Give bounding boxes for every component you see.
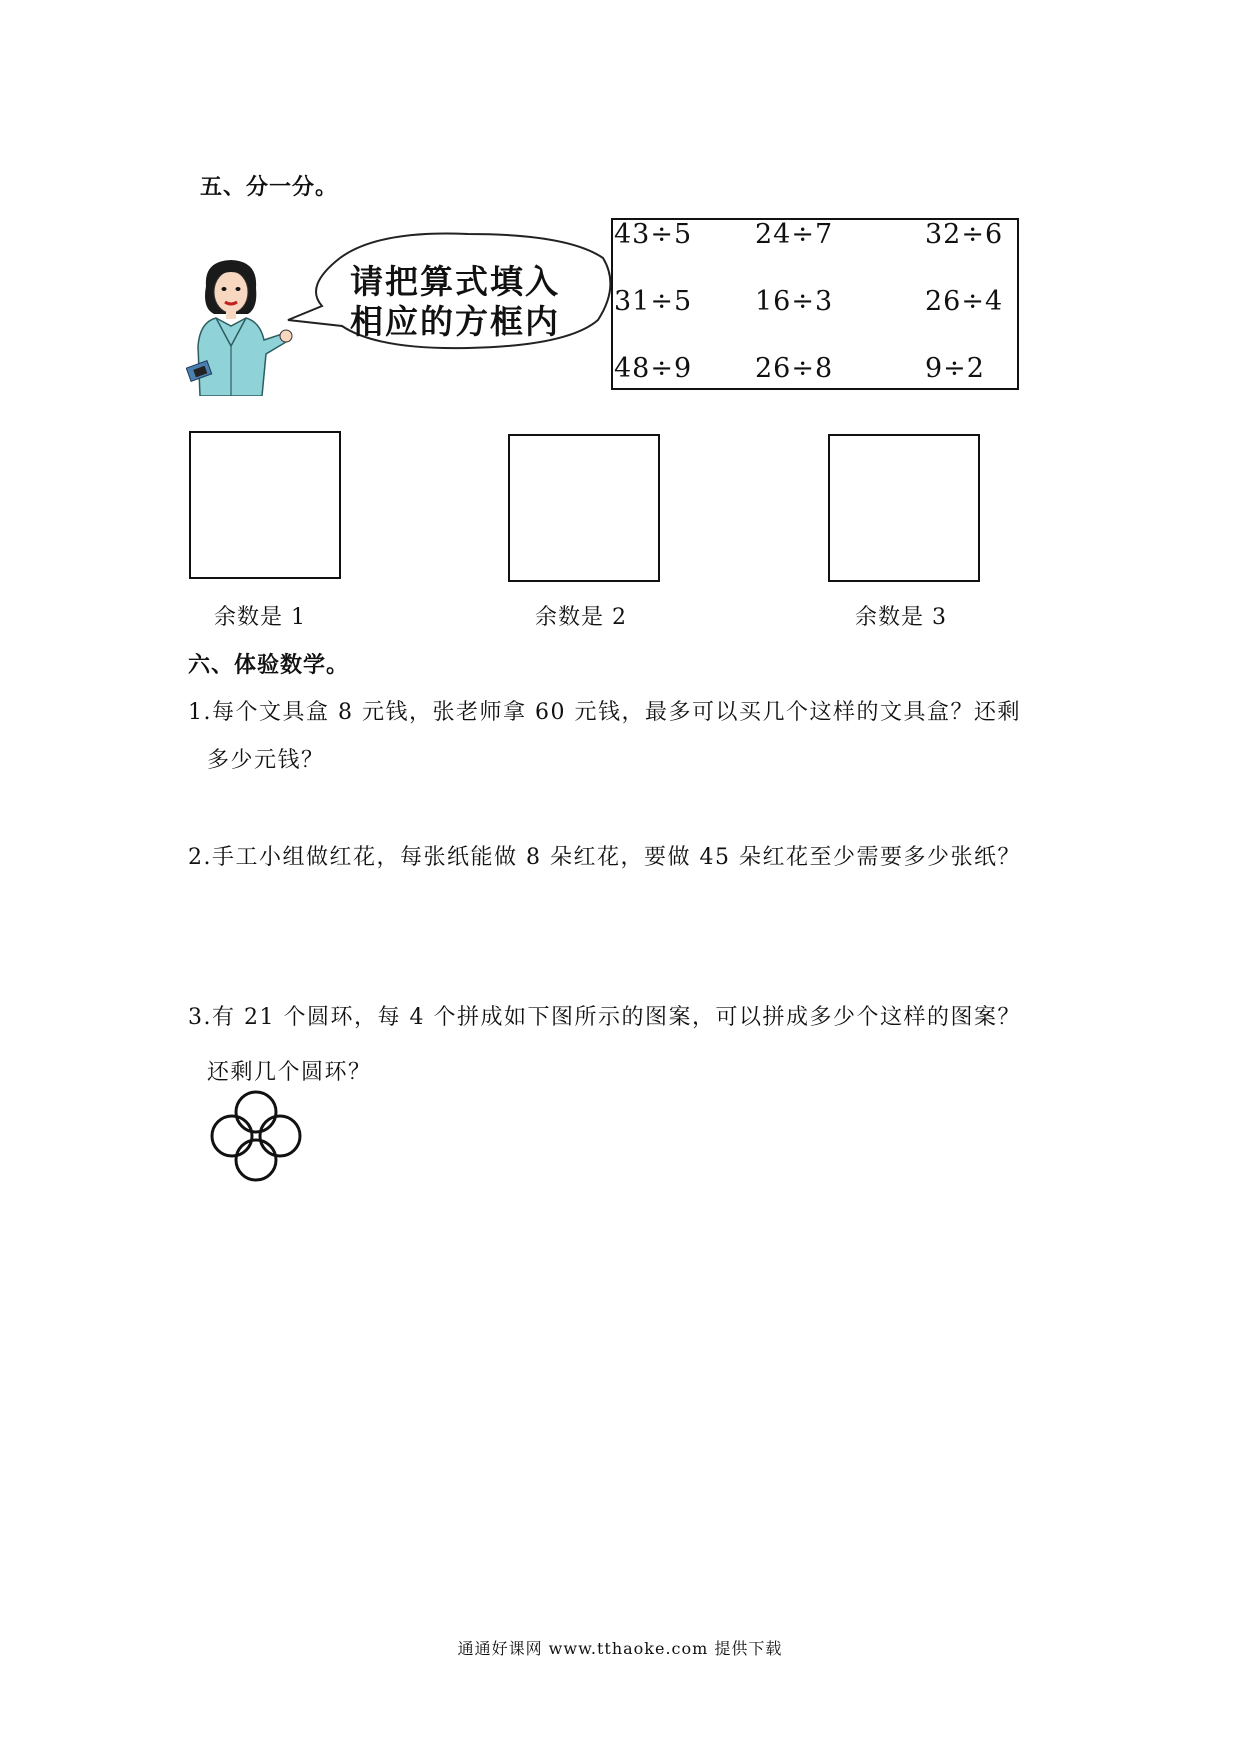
expression: 24÷7 [755,219,834,250]
ring-right [260,1116,300,1156]
section-6-heading: 六、体验数学。 [188,652,350,678]
rings-pattern-figure [210,1090,302,1182]
answer-box-remainder-2[interactable] [508,434,660,582]
section-5-heading: 五、分一分。 [200,174,339,200]
answer-box-remainder-1[interactable] [189,431,341,579]
answer-box-caption: 余数是 3 [855,605,947,630]
expression: 16÷3 [755,286,834,317]
answer-box-caption: 余数是 1 [214,605,306,630]
bubble-line-1: 请把算式填入 [350,262,560,301]
expression: 43÷5 [614,219,693,250]
problem-1-line-2: 多少元钱？ [207,748,325,773]
problem-2-line-1: 2.手工小组做红花，每张纸能做 8 朵红花，要做 45 朵红花至少需要多少张纸？ [188,845,1021,870]
expression: 32÷6 [925,219,1004,250]
ring-top [236,1092,276,1132]
footer-text: 通通好课网 www.tthaoke.com 提供下载 [457,1639,783,1658]
ring-bottom [236,1140,276,1180]
bubble-line-2: 相应的方框内 [350,302,560,341]
expression: 26÷4 [925,286,1004,317]
ring-left [212,1116,252,1156]
expression: 26÷8 [755,353,834,384]
expression: 31÷5 [614,286,693,317]
problem-3-line-1: 3.有 21 个圆环，每 4 个拼成如下图所示的图案，可以拼成多少个这样的图案？ [188,1005,1021,1030]
answer-box-caption: 余数是 2 [535,605,627,630]
problem-1-line-1: 1.每个文具盒 8 元钱，张老师拿 60 元钱，最多可以买几个这样的文具盒？还剩 [188,700,1021,725]
problem-3-line-2: 还剩几个圆环？ [207,1060,372,1085]
answer-box-remainder-3[interactable] [828,434,980,582]
bubble-text [330,262,580,342]
expression: 48÷9 [614,353,693,384]
expression: 9÷2 [925,353,985,384]
